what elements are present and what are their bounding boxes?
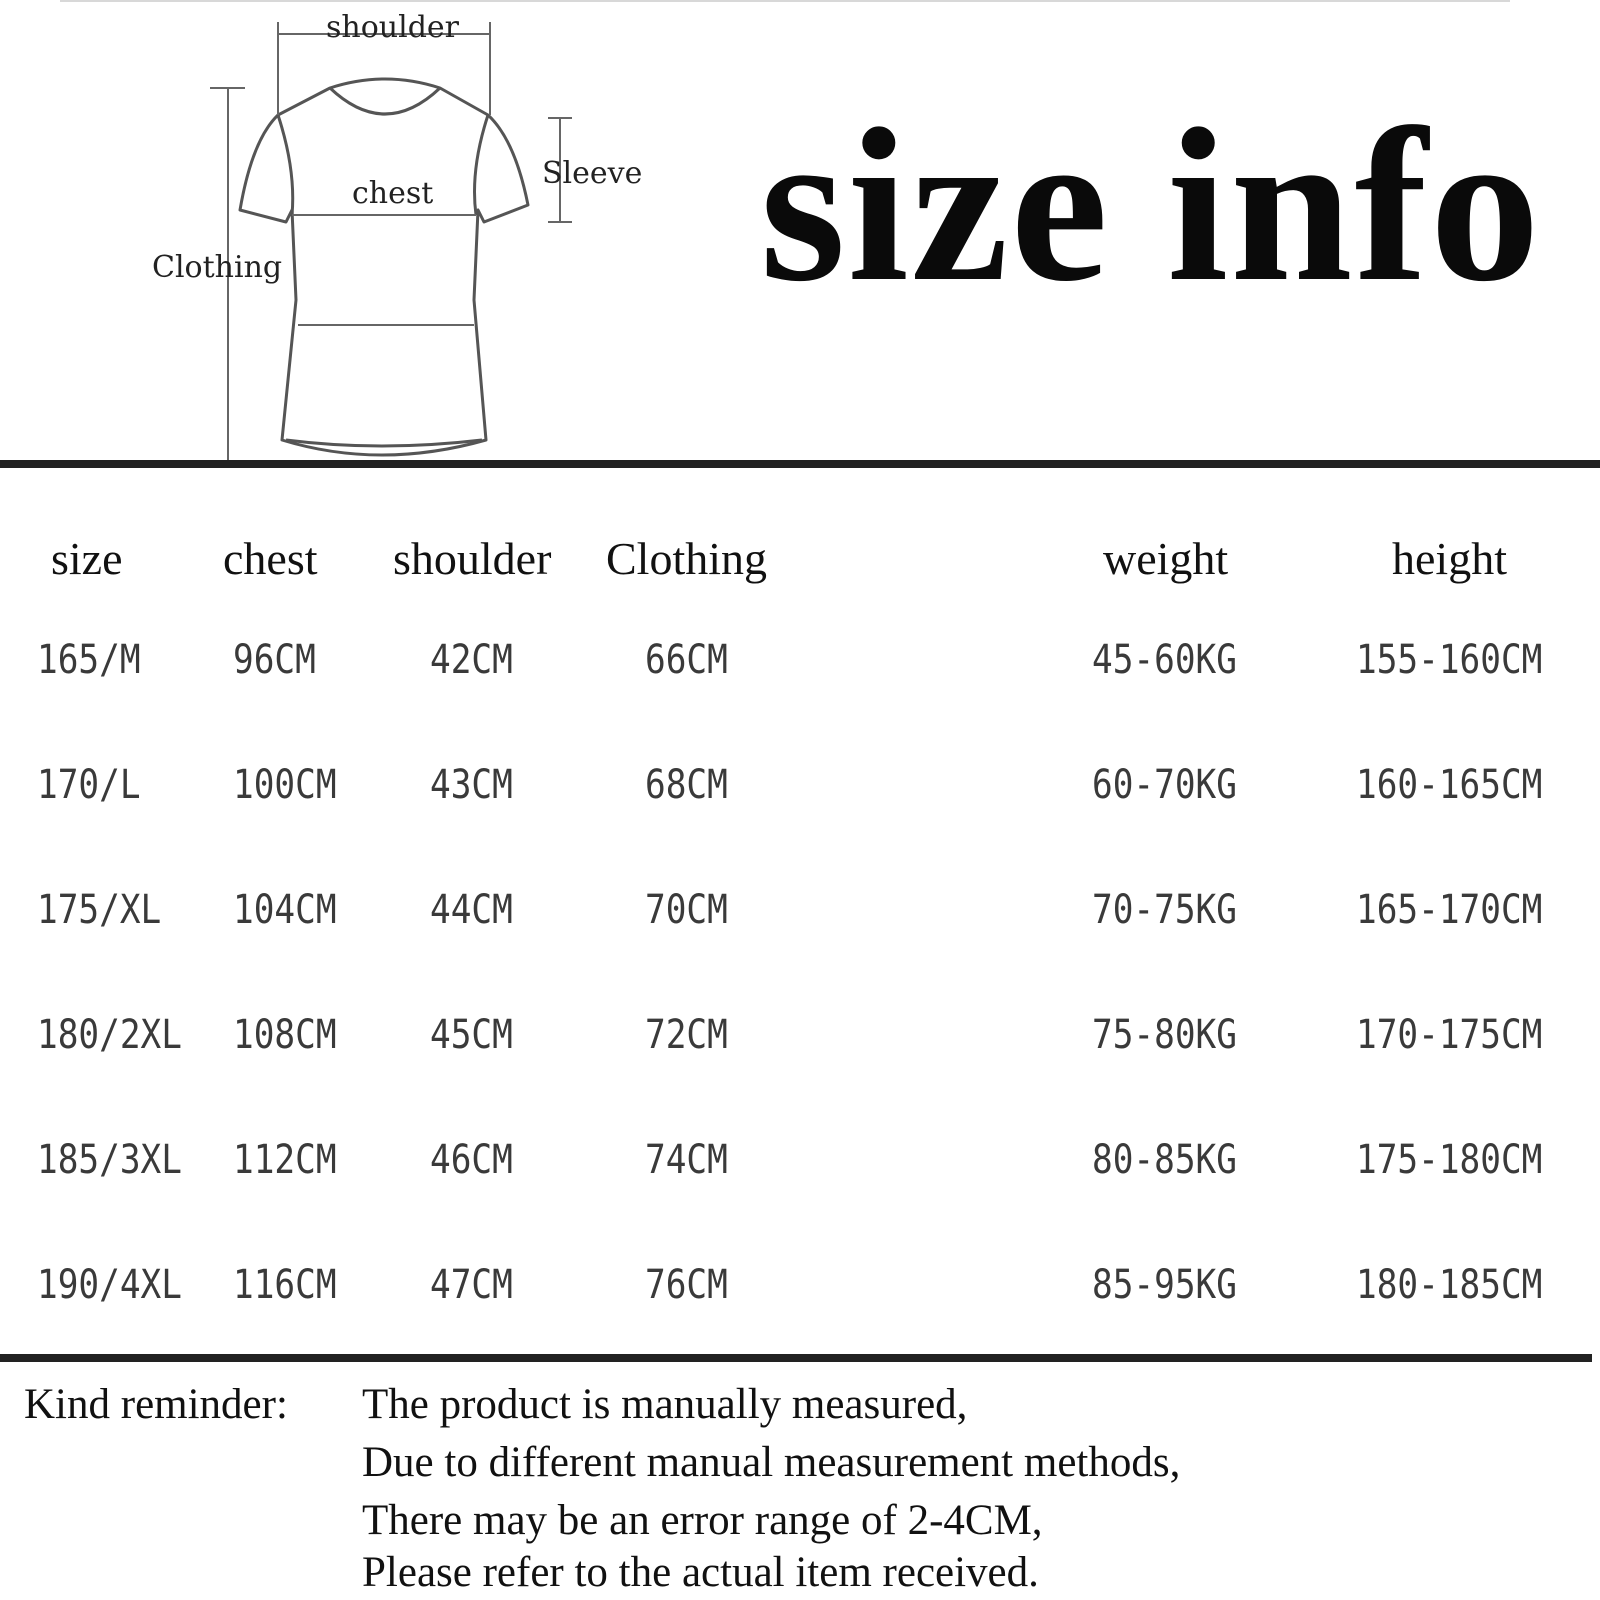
header-weight: weight [1103, 533, 1229, 584]
header-clothing: Clothing [606, 533, 768, 584]
table-cell: 175-180CM [1356, 1137, 1543, 1183]
table-cell: 116CM [233, 1262, 337, 1308]
table-cell: 66CM [645, 637, 728, 683]
table-cell: 104CM [233, 887, 337, 933]
header-height: height [1392, 533, 1507, 584]
clothing-length-label: Clothing [152, 250, 283, 285]
reminder-line: Due to different manual measurement methods, [362, 1439, 1181, 1486]
table-cell: 180-185CM [1356, 1262, 1543, 1308]
header-shoulder: shoulder [393, 533, 552, 584]
table-cell: 155-160CM [1356, 637, 1543, 683]
table-cell: 75-80KG [1092, 1012, 1237, 1058]
table-cell: 44CM [430, 887, 513, 933]
table-cell: 42CM [430, 637, 513, 683]
table-cell: 100CM [233, 762, 337, 808]
header-chest: chest [223, 533, 318, 584]
reminder-line: There may be an error range of 2-4CM, [362, 1497, 1043, 1544]
table-cell: 74CM [645, 1137, 728, 1183]
table-cell: 190/4XL [37, 1262, 182, 1308]
table-cell: 70CM [645, 887, 728, 933]
table-cell: 72CM [645, 1012, 728, 1058]
table-cell: 68CM [645, 762, 728, 808]
table-cell: 160-165CM [1356, 762, 1543, 808]
table-cell: 185/3XL [37, 1137, 182, 1183]
table-cell: 80-85KG [1092, 1137, 1237, 1183]
table-cell: 45-60KG [1092, 637, 1237, 683]
table-cell: 43CM [430, 762, 513, 808]
table-cell: 45CM [430, 1012, 513, 1058]
table-cell: 175/XL [37, 887, 162, 933]
table-cell: 47CM [430, 1262, 513, 1308]
table-cell: 112CM [233, 1137, 337, 1183]
table-cell: 170/L [37, 762, 141, 808]
tshirt-outline-icon [0, 0, 700, 470]
table-cell: 165-170CM [1356, 887, 1543, 933]
reminder-line: Please refer to the actual item received. [362, 1549, 1039, 1596]
table-cell: 180/2XL [37, 1012, 182, 1058]
table-cell: 60-70KG [1092, 762, 1237, 808]
table-top-rule [0, 460, 1600, 468]
tshirt-diagram [0, 0, 700, 470]
table-cell: 96CM [233, 637, 316, 683]
table-cell: 85-95KG [1092, 1262, 1237, 1308]
table-bottom-rule [0, 1354, 1592, 1362]
reminder-line: The product is manually measured, [362, 1381, 968, 1428]
table-cell: 108CM [233, 1012, 337, 1058]
page-title: size info [760, 83, 1542, 327]
table-cell: 165/M [37, 637, 141, 683]
table-cell: 76CM [645, 1262, 728, 1308]
reminder-label: Kind reminder: [24, 1381, 288, 1428]
table-cell: 70-75KG [1092, 887, 1237, 933]
table-cell: 170-175CM [1356, 1012, 1543, 1058]
sleeve-label: Sleeve [542, 156, 643, 191]
table-cell: 46CM [430, 1137, 513, 1183]
header-size: size [51, 533, 123, 584]
shoulder-label: shoulder [326, 10, 459, 45]
chest-label: chest [352, 176, 434, 211]
